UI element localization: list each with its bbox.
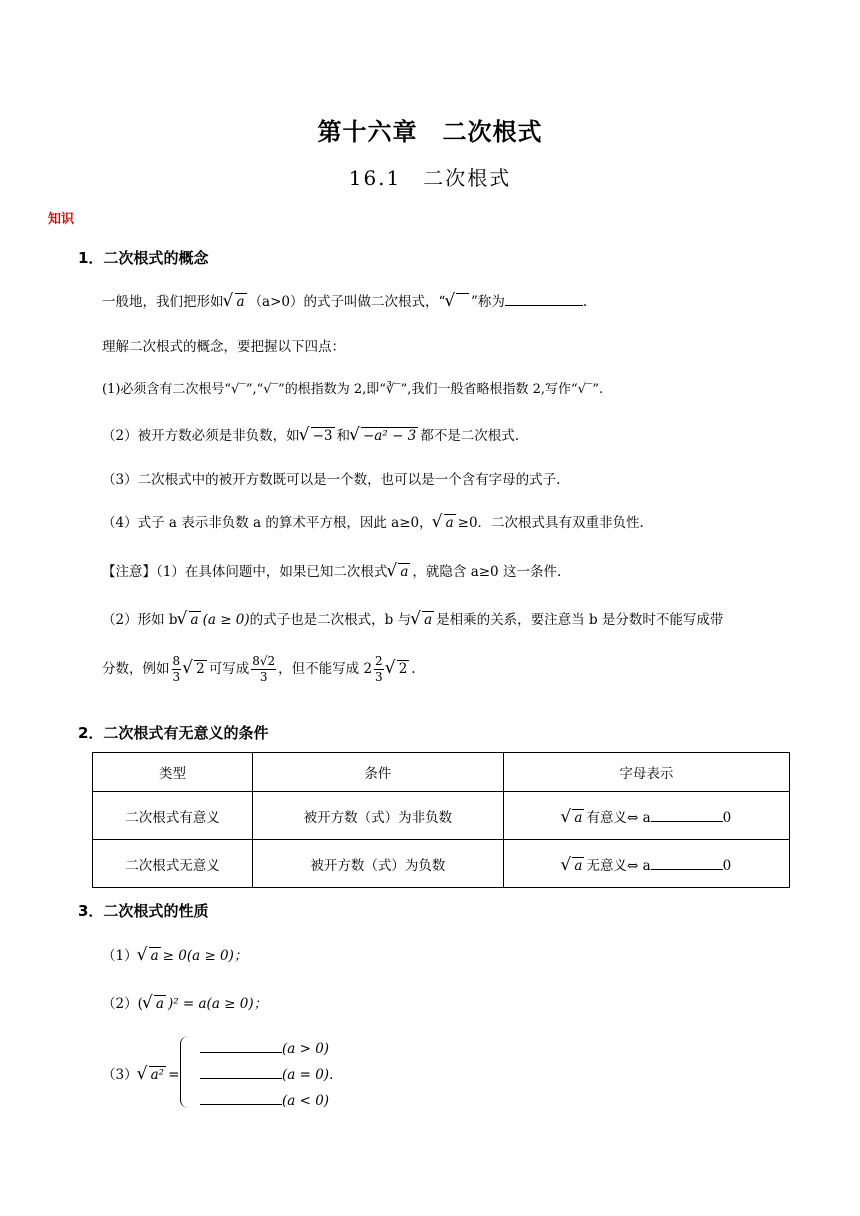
note-2: （2）形如 b√ a (a ≥ 0)的式子也是二次根式，b 与√ a 是相乘的关系，要注意当 b 是分数时不能写成带 (102, 608, 723, 628)
table-header-row (93, 753, 790, 792)
section-title: 16.1 二次根式 (348, 166, 512, 190)
point-3: （3）二次根式中的被开方数既可以是一个数，也可以是一个含有字母的式子. (102, 472, 561, 488)
condition-table (92, 752, 790, 888)
answer-blank (651, 855, 723, 870)
table-row (93, 792, 790, 840)
table-cell: √ a 有意义⇔ a 0 (503, 792, 789, 840)
answer-blank (200, 1038, 282, 1053)
answer-blank (200, 1090, 282, 1105)
property-3-label: （3）√ a² = (102, 1063, 179, 1083)
definition-line: 一般地，我们把形如√ a （a>0）的式子叫做二次根式，“√ ”称为 . (102, 290, 587, 310)
property-1: （1）√ a ≥ 0(a ≥ 0)； (102, 944, 247, 964)
table-row (93, 840, 790, 888)
table-cell: √ a 无意义⇔ a 0 (503, 840, 789, 888)
property-2: （2）(√ a )² = a(a ≥ 0)； (102, 992, 267, 1012)
section3-heading: 3．二次根式的性质 (78, 902, 209, 920)
table-cell: 被开方数（式）为负数 (253, 840, 504, 888)
note-3: 分数，例如 $\frac{8}{3}$ √ 2 可写成 $\frac{8√2}{3}$ ，但不能写成 2 $\frac{2}{3}$ √ 2 . (102, 654, 416, 685)
table-header: 字母表示 (503, 753, 789, 792)
knowledge-tag: 知识 (48, 212, 75, 227)
case-line: (a > 0) (200, 1038, 329, 1057)
chapter-title: 第十六章 二次根式 (317, 118, 543, 146)
answer-blank (651, 807, 723, 822)
section2-heading: 2．二次根式有无意义的条件 (78, 724, 269, 742)
understand-line: 理解二次根式的概念，要把握以下四点： (102, 339, 345, 355)
case-line: (a = 0). (200, 1064, 333, 1083)
sqrt-symbol (446, 294, 469, 310)
answer-blank (200, 1064, 282, 1079)
answer-blank (505, 291, 583, 306)
note-1: 【注意】（1）在具体问题中，如果已知二次根式√ a ，就隐含 a≥0 这一条件. (102, 560, 561, 580)
case-line: (a < 0) (200, 1090, 329, 1109)
point-2: （2）被开方数必须是非负数，如√ −3 和√ −a² − 3 都不是二次根式. (102, 424, 519, 444)
cases-brace (180, 1036, 193, 1108)
sqrt-a: √ a (225, 294, 247, 310)
table-cell: 二次根式无意义 (93, 840, 253, 888)
point-4: （4）式子 a 表示非负数 a 的算术平方根，因此 a≥0，√ a ≥0．二次根式具有双重非负性. (102, 511, 644, 531)
table-cell: 二次根式有意义 (93, 792, 253, 840)
point-1: (1)必须含有二次根号“√‾”,“√‾”的根指数为 2,即“∛‾”,我们一般省略根指数 2,写作“√‾”. (102, 382, 604, 397)
table-cell: 被开方数（式）为非负数 (253, 792, 504, 840)
section1-heading: 1．二次根式的概念 (78, 249, 209, 267)
table-header: 类型 (93, 753, 253, 792)
table-header: 条件 (253, 753, 504, 792)
